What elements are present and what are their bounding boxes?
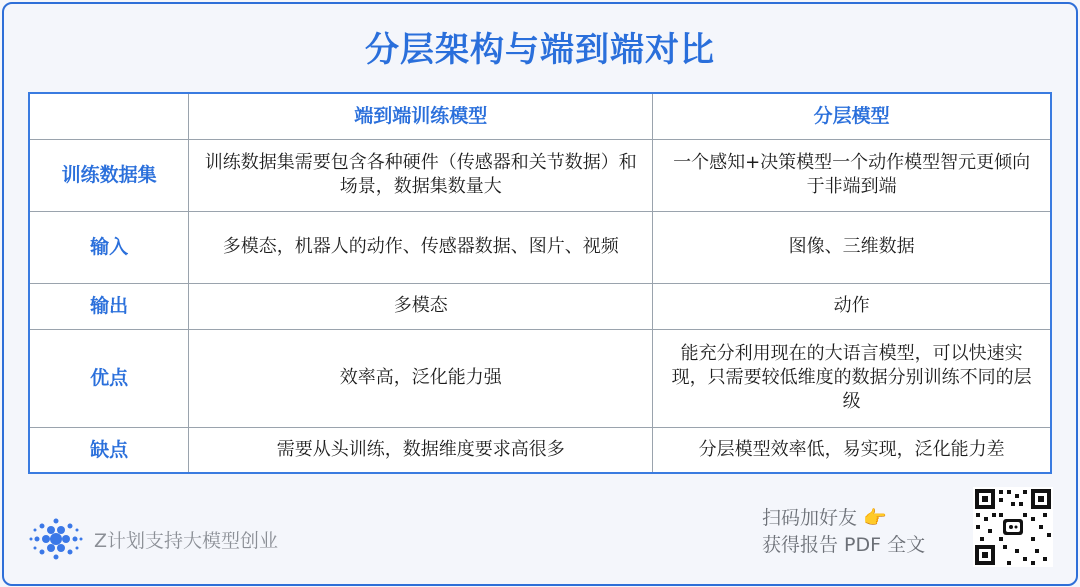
cell-e2e: 需要从头训练，数据维度要求高很多 <box>189 427 653 473</box>
row-label: 缺点 <box>29 427 189 473</box>
cell-e2e: 多模态，机器人的动作、传感器数据、图片、视频 <box>189 211 653 283</box>
qr-code[interactable] <box>973 487 1053 567</box>
cell-e2e: 训练数据集需要包含各种硬件（传感器和关节数据）和场景，数据集数量大 <box>189 139 653 211</box>
cell-e2e: 效率高，泛化能力强 <box>189 329 653 427</box>
cell-e2e: 多模态 <box>189 283 653 329</box>
brand-footer <box>28 516 278 562</box>
cta-text-1: 扫码加好友 <box>762 507 858 529</box>
header-corner <box>29 93 189 139</box>
dots-logo-icon <box>28 516 84 562</box>
table-row <box>29 329 1051 427</box>
cell-hierarchical: 一个感知+决策模型一个动作模型智元更倾向于非端到端 <box>653 139 1051 211</box>
table-row <box>29 211 1051 283</box>
cell-hierarchical: 图像、三维数据 <box>653 211 1051 283</box>
row-label: 优点 <box>29 329 189 427</box>
row-label: 训练数据集 <box>29 139 189 211</box>
cta-line-1 <box>762 505 925 532</box>
header-hierarchical: 分层模型 <box>653 93 1051 139</box>
cell-hierarchical: 分层模型效率低，易实现，泛化能力差 <box>653 427 1051 473</box>
cta-line-2: 获得报告 PDF 全文 <box>762 534 926 556</box>
brand-text: Z计划支持大模型创业 <box>94 529 279 552</box>
cell-hierarchical: 能充分利用现在的大语言模型，可以快速实现，只需要较低维度的数据分别训练不同的层级 <box>653 329 1051 427</box>
table-row <box>29 139 1051 211</box>
row-label: 输入 <box>29 211 189 283</box>
table-row <box>29 283 1051 329</box>
qr-call-to-action <box>762 505 925 559</box>
pointing-hand-icon: 👉 <box>863 507 887 529</box>
page-title: 分层架构与端到端对比 <box>365 30 715 70</box>
header-e2e: 端到端训练模型 <box>189 93 653 139</box>
table-header-row <box>29 93 1051 139</box>
table-row <box>29 427 1051 473</box>
cell-hierarchical: 动作 <box>653 283 1051 329</box>
row-label: 输出 <box>29 283 189 329</box>
comparison-table <box>28 92 1052 474</box>
